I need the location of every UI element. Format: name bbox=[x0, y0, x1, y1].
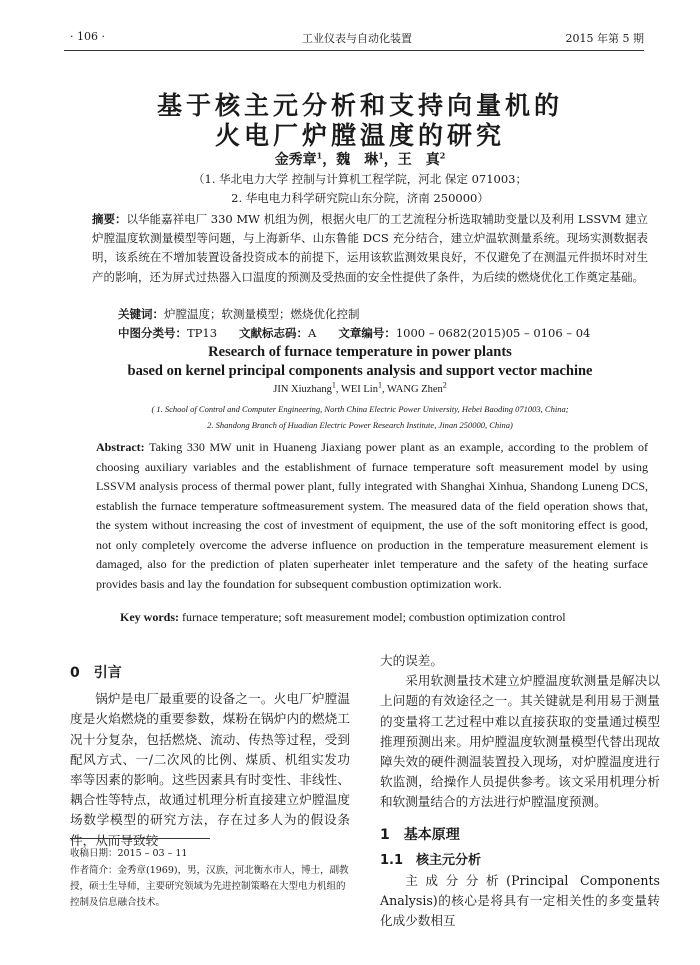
author-en-2: WEI Lin bbox=[340, 384, 378, 395]
section-1-1-paragraph: 主成分分析(Principal Components Analysis)的核心是将具有一定相关性的多变量转化成少数相互 bbox=[380, 873, 660, 929]
title-cn-line1: 基于核主元分析和支持向量机的 bbox=[156, 91, 563, 120]
keywords-cn-label: 关键词： bbox=[118, 307, 164, 321]
abstract-en-text: Taking 330 MW unit in Huaneng Jiaxiang power plant as an example, according to the problem of choosing auxiliary variables and the establishment of furnace temperature soft measurement model by using LSSVM analysis process of thermal power plant, fully integrated with Shanghai Xinhua, Shandong Luneng DCS, establish the furnace temperature softmeasurement system. The measured data of the field operation shows that, the system without increasing the cost of investment of equipment, the use of the soft monitoring effect is good, not only completely overcome the adverse influence on production in the temperature measurement element is damaged, also for the prediction of platen superheater inlet temperature and the safety of the heating surface provides basis and lay the foundation for subsequent combustion optimization work. bbox=[96, 440, 648, 591]
keywords-en-text: furnace temperature; soft measurement model; combustion optimization control bbox=[182, 610, 566, 624]
author-cn-sep: ， bbox=[322, 152, 337, 168]
footnote-divider bbox=[70, 838, 210, 839]
section-0-heading: 0 引言 bbox=[70, 665, 122, 681]
journal-name: 工业仪表与自动化装置 bbox=[302, 32, 412, 45]
section-1-heading: 1 基本原理 bbox=[380, 826, 460, 843]
author-en-2-aff: 1 bbox=[377, 380, 382, 390]
author-cn-3: 王 真 bbox=[397, 152, 440, 168]
author-cn-1-aff: 1 bbox=[316, 150, 323, 161]
author-en-sep: , bbox=[335, 384, 341, 395]
issue-label: 2015 年第 5 期 bbox=[565, 32, 644, 45]
affiliation-cn-2: 2. 华电电力科学研究院山东分院，济南 250000） bbox=[231, 191, 489, 205]
running-header bbox=[70, 30, 644, 48]
affiliation-en-2: 2. Shandong Branch of Huadian Electric Power Research Institute, Jinan 250000, China) bbox=[207, 420, 513, 430]
abstract-en bbox=[96, 438, 648, 594]
author-cn-3-aff: 2 bbox=[439, 150, 446, 161]
section-0-paragraph-2: 采用软测量技术建立炉膛温度软测量是解决以上问题的有效途径之一。其关键就是利用易于测量的变量将工艺过程中难以直接获取的变量通过模型推理预测出来。用炉膛温度软测量模型代替出现故障失效的硬件测温装置投入现场，对炉膛温度进行软监测，给操作人员提供参考。该文采用机理分析和软测量结合的方法进行炉膛温度预测。 bbox=[380, 673, 660, 810]
title-en-line1: Research of furnace temperature in power plants bbox=[208, 344, 512, 360]
author-en-3-aff: 2 bbox=[442, 380, 447, 390]
authors-cn bbox=[70, 149, 650, 169]
body-left-column bbox=[70, 663, 350, 851]
author-cn-2: 魏 琳 bbox=[336, 152, 379, 168]
abstract-cn-text: 以华能嘉祥电厂 330 MW 机组为例，根据火电厂的工艺流程分析选取辅助变量以及利用 LSSVM 建立炉膛温度软测量模型等问题，与上海新华、山东鲁能 DCS 充分结合，建立炉温软测量系统。现场实测数据表明，该系统在不增加装置设备投资成本的前提下，运用该软监测效果良好，不仅避免了在测温元件损坏时对生产的影响，还为屏式过热器入口温度的预测及受热面的安全性提供了条件，为后续的燃烧优化工作奠定基础。 bbox=[92, 212, 648, 284]
author-en-1-aff: 1 bbox=[331, 380, 336, 390]
page-number: · 106 · bbox=[70, 30, 105, 43]
doc-code-value: A bbox=[308, 326, 317, 340]
abstract-cn bbox=[92, 210, 648, 287]
title-en-line2: based on kernel principal components analysis and support vector machine bbox=[127, 363, 593, 379]
affiliation-cn-1: （1. 华北电力大学 控制与计算机工程学院，河北 保定 071003； bbox=[193, 172, 527, 186]
keywords-cn-text: 炉膛温度；软测量模型；燃烧优化控制 bbox=[164, 307, 360, 321]
author-en-sep: , bbox=[381, 384, 388, 395]
section-0-paragraph: 锅炉是电厂最重要的设备之一。火电厂炉膛温度是火焰燃烧的重要参数，煤粉在锅炉内的燃烧工况十分复杂，包括燃烧、流动、传热等过程，受到配风方式、一/二次风的比例、煤质、机组实发功率等因素的影响。这些因素具有时变性、非线性、耦合性等特点，故通过机理分析直接建立炉膛温度场数学模型的研究方法，存在过多人为的假设条件，从而导致较 bbox=[70, 691, 350, 848]
header-divider bbox=[64, 50, 644, 51]
title-cn-line2: 火电厂炉膛温度的研究 bbox=[214, 121, 505, 150]
abstract-cn-label: 摘要： bbox=[92, 212, 127, 226]
paragraph-continuation: 大的误差。 bbox=[380, 653, 443, 668]
abstract-en-label: Abstract: bbox=[96, 440, 145, 454]
clc-label: 中图分类号： bbox=[118, 326, 187, 340]
authors-en bbox=[70, 380, 650, 395]
footnote-received-date: 收稿日期：2015 – 03 – 11 bbox=[70, 848, 188, 859]
article-number-label: 文章编号： bbox=[338, 326, 396, 340]
author-en-3: WANG Zhen bbox=[387, 384, 443, 395]
author-en-1: JIN Xiuzhang bbox=[273, 384, 332, 395]
keywords-en-label: Key words: bbox=[120, 610, 179, 624]
doc-code-label: 文献标志码： bbox=[239, 326, 309, 340]
section-1-1-heading: 1.1 核主元分析 bbox=[380, 852, 482, 868]
classification-line bbox=[118, 325, 658, 341]
author-cn-2-aff: 1 bbox=[378, 150, 384, 161]
author-cn-1: 金秀章 bbox=[274, 152, 317, 168]
keywords-en bbox=[120, 610, 660, 625]
body-right-column bbox=[380, 651, 660, 932]
author-cn-sep: ， bbox=[383, 152, 398, 168]
affiliation-en-1: ( 1. School of Control and Computer Engineering, North China Electric Power University, Hebei Baoding 071003, China; bbox=[151, 404, 569, 414]
article-number-value: 1000 – 0682(2015)05 – 0106 – 04 bbox=[395, 326, 591, 340]
clc-value: TP13 bbox=[187, 326, 218, 340]
footnote-author-bio: 作者简介：金秀章(1969)，男，汉族，河北衡水市人，博士，副教授，硕士生导师，主要研究领域为先进控制策略在大型电力机组的控制及信息融合技术。 bbox=[70, 865, 349, 908]
keywords-cn bbox=[118, 306, 360, 322]
